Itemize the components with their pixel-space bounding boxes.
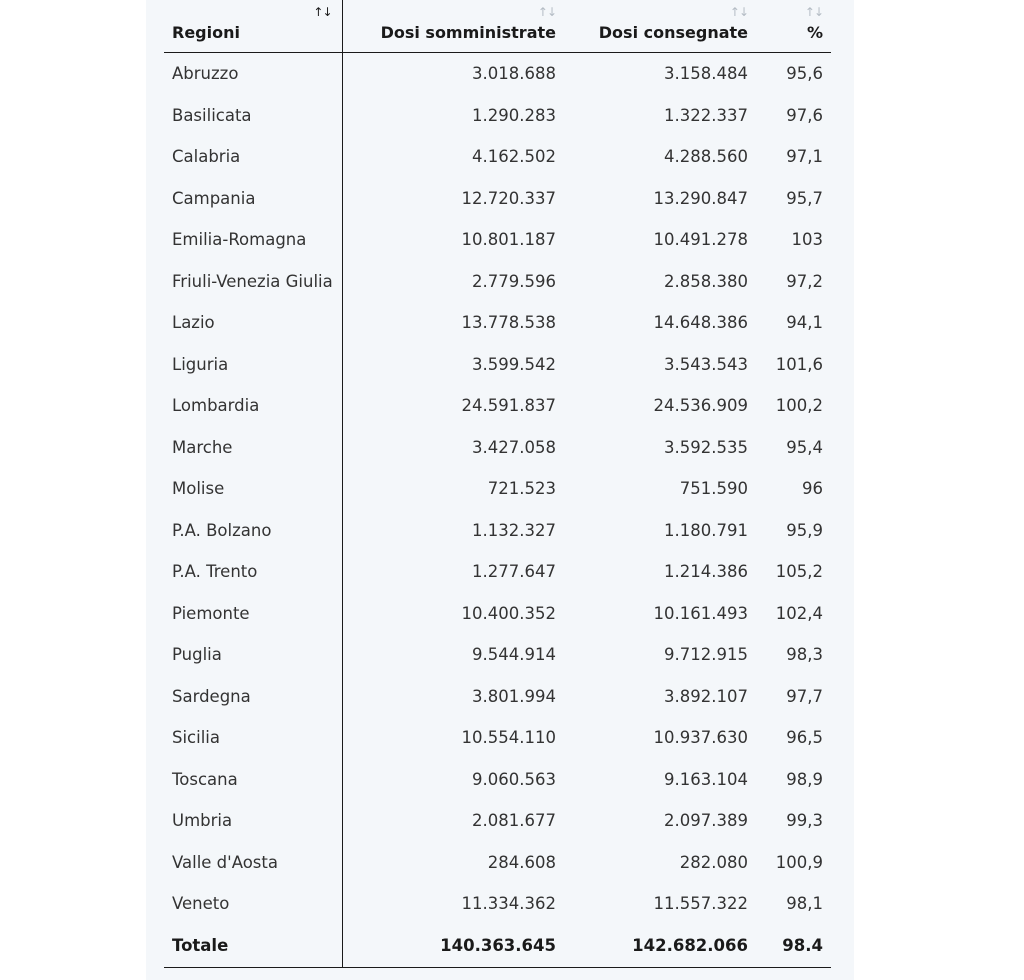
cell-administered: 10.801.187 [461,230,556,250]
column-header-label: Regioni [172,23,240,42]
cell-administered: 3.427.058 [472,437,556,457]
cell-region: Lombardia [164,385,342,427]
cell-delivered: 14.648.386 [653,313,748,333]
cell-region: Marche [164,427,342,469]
cell-delivered: 9.163.104 [664,769,748,789]
cell-percent: 101,6 [775,354,823,374]
cell-delivered: 11.557.322 [653,894,748,914]
cell-administered: 9.060.563 [472,769,556,789]
sort-arrows-icon[interactable]: ↑↓ [537,5,556,19]
table-row [164,136,831,178]
table-row [164,468,831,510]
cell-region: Liguria [164,344,342,386]
cell-percent: 98,9 [786,769,823,789]
table-body [164,53,831,968]
cell-region: Campania [164,178,342,220]
cell-region: Veneto [164,883,342,925]
table-row [164,344,831,386]
cell-administered: 1.277.647 [472,562,556,582]
table-row [164,385,831,427]
table-row [164,178,831,220]
cell-delivered: 1.180.791 [664,520,748,540]
sort-arrows-icon[interactable]: ↑↓ [313,5,332,19]
cell-delivered: 3.892.107 [664,686,748,706]
cell-region: P.A. Bolzano [164,510,342,552]
cell-region: Umbria [164,800,342,842]
table-row [164,842,831,884]
cell-administered: 4.162.502 [472,147,556,167]
cell-percent: 97,2 [786,271,823,291]
cell-administered: 9.544.914 [472,645,556,665]
cell-percent: 98,3 [786,645,823,665]
cell-delivered: 3.592.535 [664,437,748,457]
column-header-label: Dosi consegnate [598,23,748,42]
cell-percent: 96 [802,479,823,499]
cell-region: Sardegna [164,676,342,718]
cell-delivered: 10.161.493 [653,603,748,623]
cell-administered: 140.363.645 [342,925,564,968]
cell-region: Piemonte [164,593,342,635]
table-row [164,717,831,759]
cell-administered: 13.778.538 [461,313,556,333]
cell-percent: 97,6 [786,105,823,125]
cell-administered: 2.779.596 [472,271,556,291]
cell-administered: 3.801.994 [472,686,556,706]
cell-percent: 98.4 [756,925,831,968]
cell-administered: 10.400.352 [461,603,556,623]
table-row [164,800,831,842]
cell-region: Sicilia [164,717,342,759]
cell-administered: 10.554.110 [461,728,556,748]
cell-percent: 97,1 [786,147,823,167]
cell-percent: 95,9 [786,520,823,540]
cell-delivered: 282.080 [679,852,748,872]
column-header-label: Dosi somministrate [380,23,556,42]
column-header-percent[interactable] [756,0,831,53]
cell-region: Friuli-Venezia Giulia [164,261,342,303]
cell-region: Molise [164,468,342,510]
cell-administered: 284.608 [487,852,556,872]
table-row [164,302,831,344]
cell-percent: 94,1 [786,313,823,333]
cell-region: Lazio [164,302,342,344]
cell-delivered: 3.158.484 [664,64,748,84]
table-row [164,510,831,552]
cell-percent: 96,5 [786,728,823,748]
cell-delivered: 13.290.847 [653,188,748,208]
cell-percent: 97,7 [786,686,823,706]
cell-region: Basilicata [164,95,342,137]
table-row [164,261,831,303]
cell-percent: 100,9 [775,852,823,872]
header-row [164,0,831,53]
sort-arrows-icon[interactable]: ↑↓ [729,5,748,19]
cell-delivered: 2.858.380 [664,271,748,291]
cell-percent: 98,1 [786,894,823,914]
cell-percent: 95,6 [786,64,823,84]
cell-administered: 1.290.283 [472,105,556,125]
table-row [164,759,831,801]
cell-delivered: 10.491.278 [653,230,748,250]
cell-delivered: 10.937.630 [653,728,748,748]
cell-administered: 3.599.542 [472,354,556,374]
cell-administered: 1.132.327 [472,520,556,540]
column-header-delivered[interactable] [564,0,756,53]
cell-percent: 95,7 [786,188,823,208]
cell-region: Toscana [164,759,342,801]
cell-delivered: 142.682.066 [564,925,756,968]
cell-administered: 2.081.677 [472,811,556,831]
column-header-label: % [806,23,823,42]
sort-arrows-icon[interactable]: ↑↓ [804,5,823,19]
cell-region: Abruzzo [164,53,342,95]
cell-region: Emilia-Romagna [164,219,342,261]
table-row [164,676,831,718]
vaccine-doses-table [164,0,831,968]
table-row [164,883,831,925]
cell-delivered: 1.214.386 [664,562,748,582]
cell-region: Calabria [164,136,342,178]
cell-percent: 99,3 [786,811,823,831]
table-panel [146,0,854,980]
table-row [164,634,831,676]
cell-delivered: 4.288.560 [664,147,748,167]
table-row [164,593,831,635]
cell-delivered: 24.536.909 [653,396,748,416]
cell-delivered: 2.097.389 [664,811,748,831]
cell-region: Valle d'Aosta [164,842,342,884]
table-row [164,551,831,593]
cell-percent: 103 [791,230,823,250]
cell-administered: 721.523 [487,479,556,499]
cell-delivered: 1.322.337 [664,105,748,125]
cell-region: Totale [164,925,342,968]
table-row [164,53,831,95]
cell-delivered: 751.590 [679,479,748,499]
table-row [164,219,831,261]
cell-administered: 24.591.837 [461,396,556,416]
cell-administered: 11.334.362 [461,894,556,914]
column-header-administered[interactable] [342,0,564,53]
cell-percent: 100,2 [775,396,823,416]
cell-delivered: 9.712.915 [664,645,748,665]
cell-administered: 12.720.337 [461,188,556,208]
cell-percent: 102,4 [775,603,823,623]
column-header-region[interactable] [164,0,342,53]
table-total-row [164,925,831,968]
cell-percent: 105,2 [775,562,823,582]
table-row [164,427,831,469]
cell-delivered: 3.543.543 [664,354,748,374]
cell-region: Puglia [164,634,342,676]
table-row [164,95,831,137]
cell-region: P.A. Trento [164,551,342,593]
cell-administered: 3.018.688 [472,64,556,84]
cell-percent: 95,4 [786,437,823,457]
